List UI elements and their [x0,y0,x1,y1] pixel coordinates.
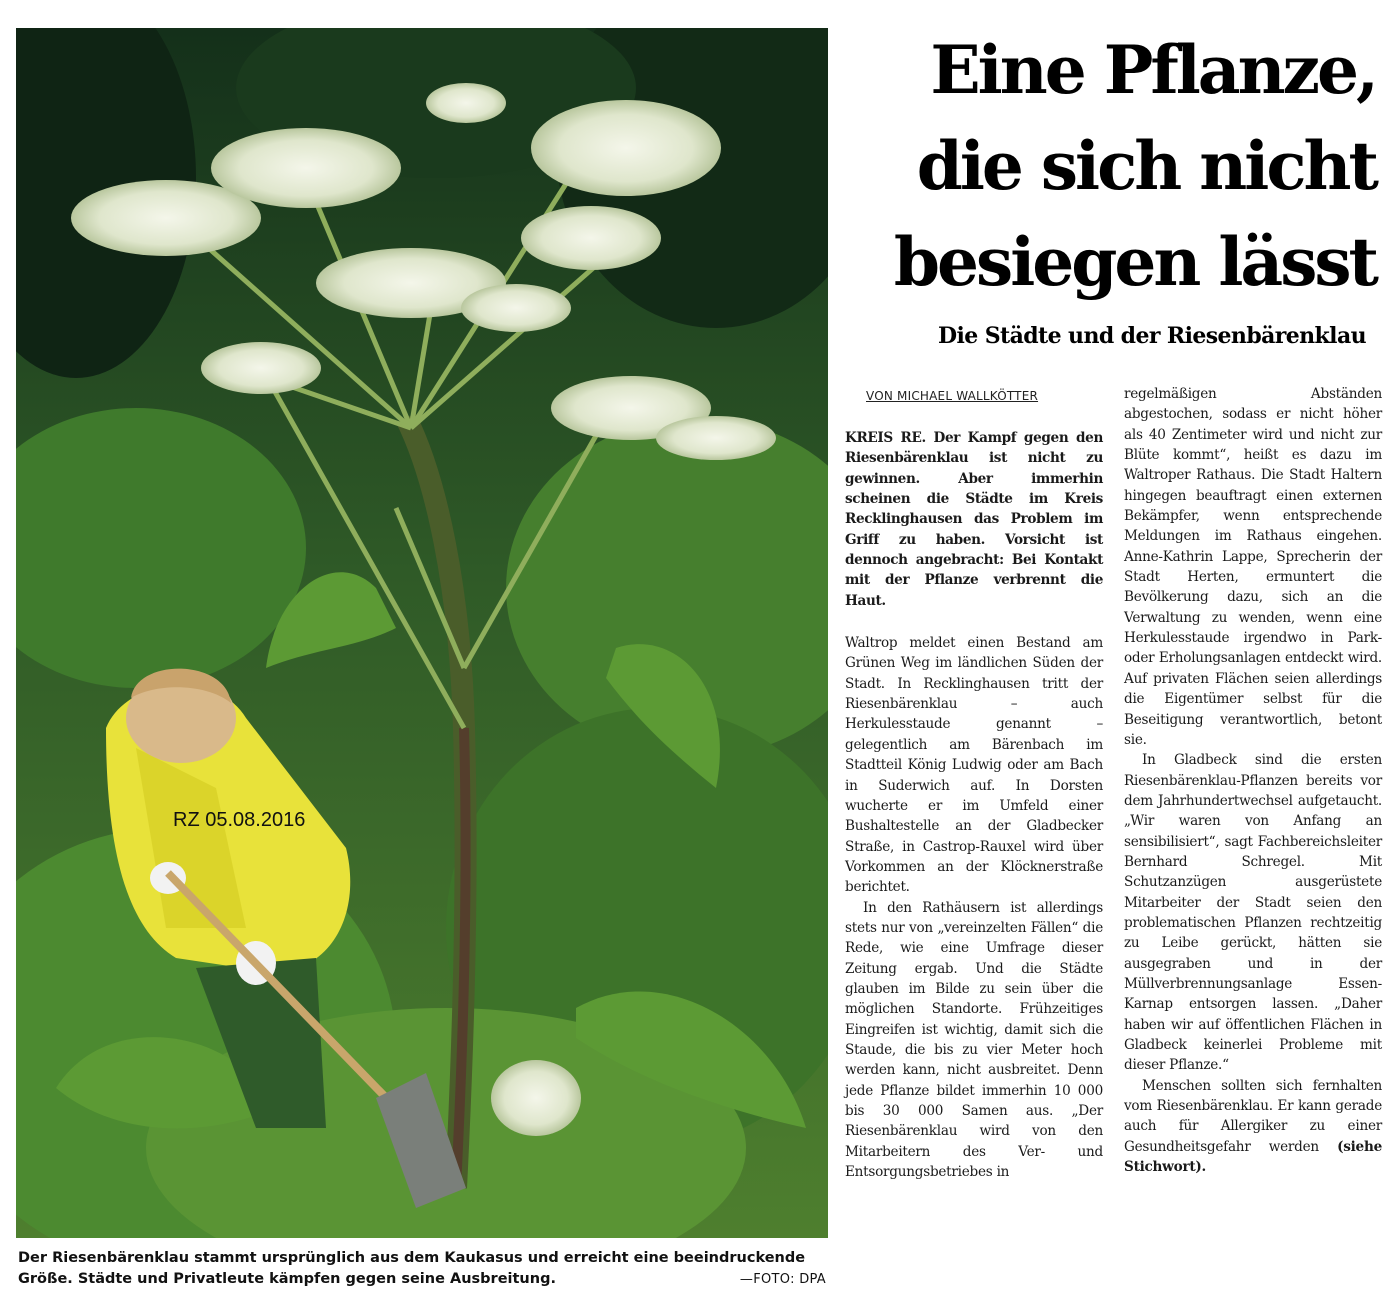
photo-caption [18,1248,826,1290]
date-stamp: RZ 05.08.2016 [173,809,306,831]
body-paragraph: In den Rathäusern ist allerdings stets nur von „vereinzelten Fällen“ die Rede, wie eine Umfrage dieser Zeitung ergab. Und die Städte glauben im Bilde zu sein über die möglichen Standorte. Frühzeitiges Eingreifen ist wichtig, damit sich die Staude, die bis zu vier Meter hoch werden kann, nicht ausbreitet. Denn jede Pflanze bildet immerhin 10 000 bis 30 000 Samen aus. „Der Riesenbärenklau wird von den Mitarbeitern des Ver- und Entsorgungsbetriebes in [845,899,1103,1181]
body-paragraph: regelmäßigen Abständen abgestochen, sodass er nicht höher als 40 Zentimeter wird und nicht zur Blüte kommt“, heißt es dazu im Waltroper Rathaus. Die Stadt Haltern hingegen beauftragt einen externen Bekämpfer, wenn entsprechende Meldungen im Rathaus eingehen. Anne-Kathrin Lappe, Sprecherin der Stadt Herten, ermuntert die Bevölkerung dazu, sich an die Verwaltung zu wenden, wenn eine Herkulesstaude irgendwo in Park- oder Erholungsanlagen entdeckt wird. Auf privaten Flächen seien allerdings die Eigentümer selbst für die Beseitigung verantwortlich, betont sie. [1124,386,1382,748]
byline: VON MICHAEL WALLKÖTTER [866,389,1039,403]
giant-hogweed-photo [16,28,828,1238]
caption-text: Der Riesenbärenklau stammt ursprünglich aus dem Kaukasus und erreicht eine beeindruckende Größe. Städte und Privatleute kämpfen gegen seine Ausbreitung. [18,1250,806,1287]
article-photo [16,28,828,1238]
see-keyword-reference: (siehe Stichwort). [1124,1138,1382,1176]
article-column-1 [845,428,1103,1182]
body-paragraph: Waltrop meldet einen Bestand am Grünen Weg im ländlichen Süden der Stadt. In Recklinghausen tritt der Riesenbärenklau – auch Herkulesstaude genannt – gelegentlich am Bärenbach im Stadtteil König Ludwig oder am Bach in Suderwich auf. In Dorsten wucherte er im Umfeld einer Bushaltestelle an der Gladbecker Straße, in Castrop-Rauxel wird über Vorkommen an der Klöcknerstraße berichtet. [845,635,1103,896]
photo-credit: —FOTO: DPA [739,1272,826,1287]
closing-text: Menschen sollten sich fernhalten vom Riesenbärenklau. Er kann gerade auch für Allergiker zu einer Gesundheitsgefahr werden [1124,1077,1382,1155]
headline: Eine Pflanze, die sich nicht besiegen lässt [893,31,1376,301]
body-paragraph: In Gladbeck sind die ersten Riesenbärenklau-Pflanzen bereits vor dem Jahrhundertwechsel aufgetaucht. „Wir waren von Anfang an sensibilisiert“, sagt Fachbereichsleiter Bernhard Schregel. Mit Schutzanzügen ausgerüstete Mitarbeiter der Stadt seien den problematischen Pflanzen rechtzeitig zu Leibe gerückt, hätten sie ausgegraben und in der Müllverbrennungsanlage Essen-Karnap entsorgen lassen. „Daher haben wir auf öffentlichen Flächen in Gladbeck keinerlei Probleme mit dieser Pflanze.“ [1124,752,1382,1074]
subheadline: Die Städte und der Riesenbärenklau [938,323,1366,349]
article-column-2 [1124,384,1382,1177]
lead-paragraph: KREIS RE. Der Kampf gegen den Riesenbärenklau ist nicht zu gewinnen. Aber immerhin scheinen die Städte im Kreis Recklinghausen das Problem im Griff zu haben. Vorsicht ist dennoch angebracht: Bei Kontakt mit der Pflanze verbrennt die Haut. [845,430,1103,609]
body-paragraph-last [1124,1076,1382,1178]
